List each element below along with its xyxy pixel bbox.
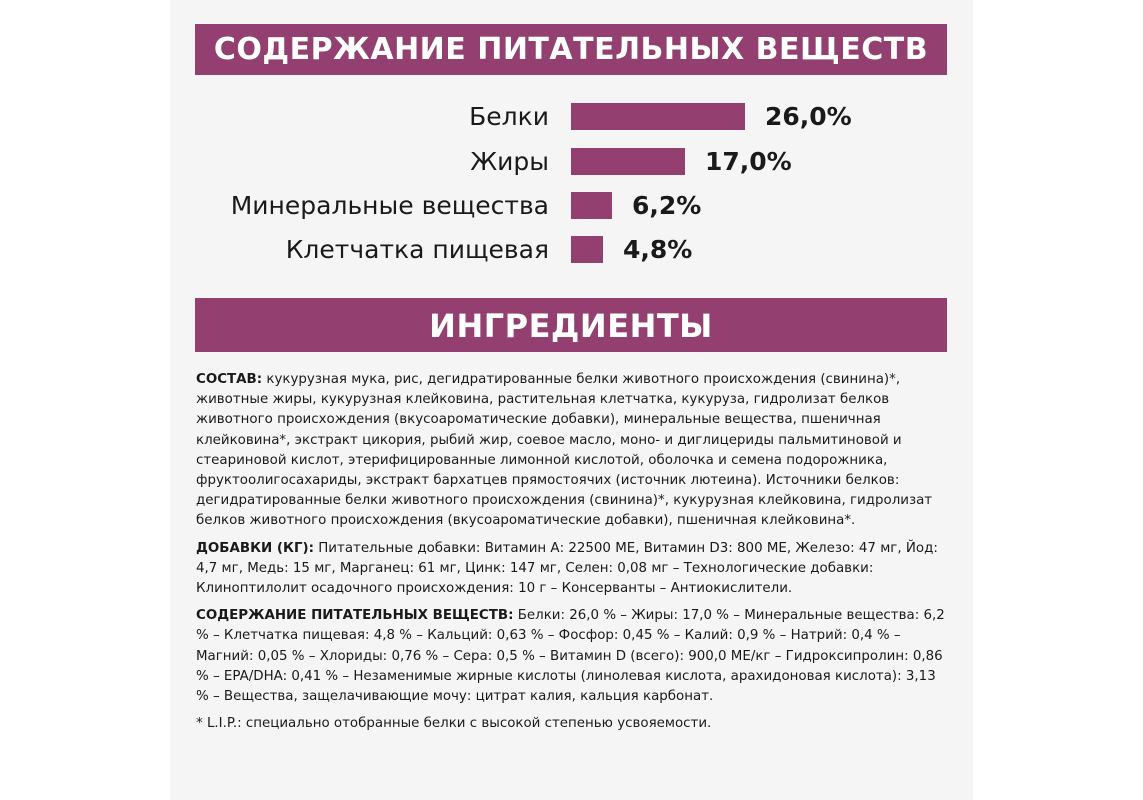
- composition-heading: СОСТАВ:: [196, 372, 263, 387]
- nutrients-text: Белки: 26,0 % – Жиры: 17,0 % – Минеральные вещества: 6,2 % – Клетчатка пищевая: 4,8 % – Кальций: 0,63 % – Фосфор: 0,45 % – Калий: 0,9 % – Натрий: 0,4 % – Магний: 0,05 % – Хлориды: 0,76 % – Сера: 0,5 % – Витамин D (всего): 900,0 МЕ/кг – Гидроксипролин: 0,86 % – EPA/DHA: 0,41 % – Незаменимые жирные кислоты (линолевая кислота, арахидоновая кислота): 3,13 % – Вещества, защелачивающие мочу: цитрат калия, кальция карбонат.: [196, 608, 945, 705]
- bar-value-label: 17,0%: [705, 147, 792, 176]
- ingredients-text-block: [196, 370, 946, 741]
- bar-value-label: 26,0%: [765, 102, 852, 131]
- bar-category-label: Белки: [469, 102, 549, 131]
- ingredients-banner: ИНГРЕДИЕНТЫ: [195, 298, 947, 352]
- bar-category-label: Минеральные вещества: [230, 191, 549, 220]
- bar: [571, 236, 603, 263]
- composition-paragraph: [196, 370, 946, 532]
- bar: [571, 192, 612, 219]
- nutrients-heading: СОДЕРЖАНИЕ ПИТАТЕЛЬНЫХ ВЕЩЕСТВ:: [196, 608, 514, 624]
- additives-paragraph: [196, 539, 946, 600]
- bar: [571, 148, 685, 175]
- additives-heading: ДОБАВКИ (КГ):: [196, 540, 314, 556]
- footnote: * L.I.P.: специально отобранные белки с высокой степенью усвояемости.: [196, 716, 712, 732]
- composition-text: кукурузная мука, рис, дегидратированные белки животного происхождения (свинина)*, животные жиры, кукурузная клейковина, растительная клетчатка, кукуруза, гидролизат белков животного происхождения (вкусоароматические добавки), минеральные вещества, пшеничная клейковина*, экстракт цикория, рыбий жир, соевое масло, моно- и диглицериды пальмитиновой и стеариновой кислот, этерифицированные лимонной кислотой, оболочка и семена подорожника, фруктоолигосахариды, экстракт бархатцев прямостоячих (источник лютеина). Источники белков: дегидратированные белки животного происхождения (свинина)*, кукурузная клейковина, гидролизат белков животного происхождения (вкусоароматические добавки), пшеничная клейковина*.: [196, 372, 933, 529]
- nutrients-banner: СОДЕРЖАНИЕ ПИТАТЕЛЬНЫХ ВЕЩЕСТВ: [195, 24, 947, 75]
- bar-value-label: 4,8%: [623, 235, 693, 264]
- bar: [571, 103, 745, 130]
- bar-category-label: Жиры: [470, 147, 549, 176]
- additives-text: Питательные добавки: Витамин А: 22500 МЕ, Витамин D3: 800 МЕ, Железо: 47 мг, Йод: 4,7 мг, Медь: 15 мг, Марганец: 61 мг, Цинк: 147 мг, Селен: 0,08 мг – Технологические добавки: Клиноптилолит осадочного происхождения: 10 г – Консерванты – Антиокислители.: [196, 540, 938, 597]
- bar-value-label: 6,2%: [632, 191, 702, 220]
- bar-category-label: Клетчатка пищевая: [285, 235, 549, 264]
- nutrients-paragraph: [196, 606, 946, 707]
